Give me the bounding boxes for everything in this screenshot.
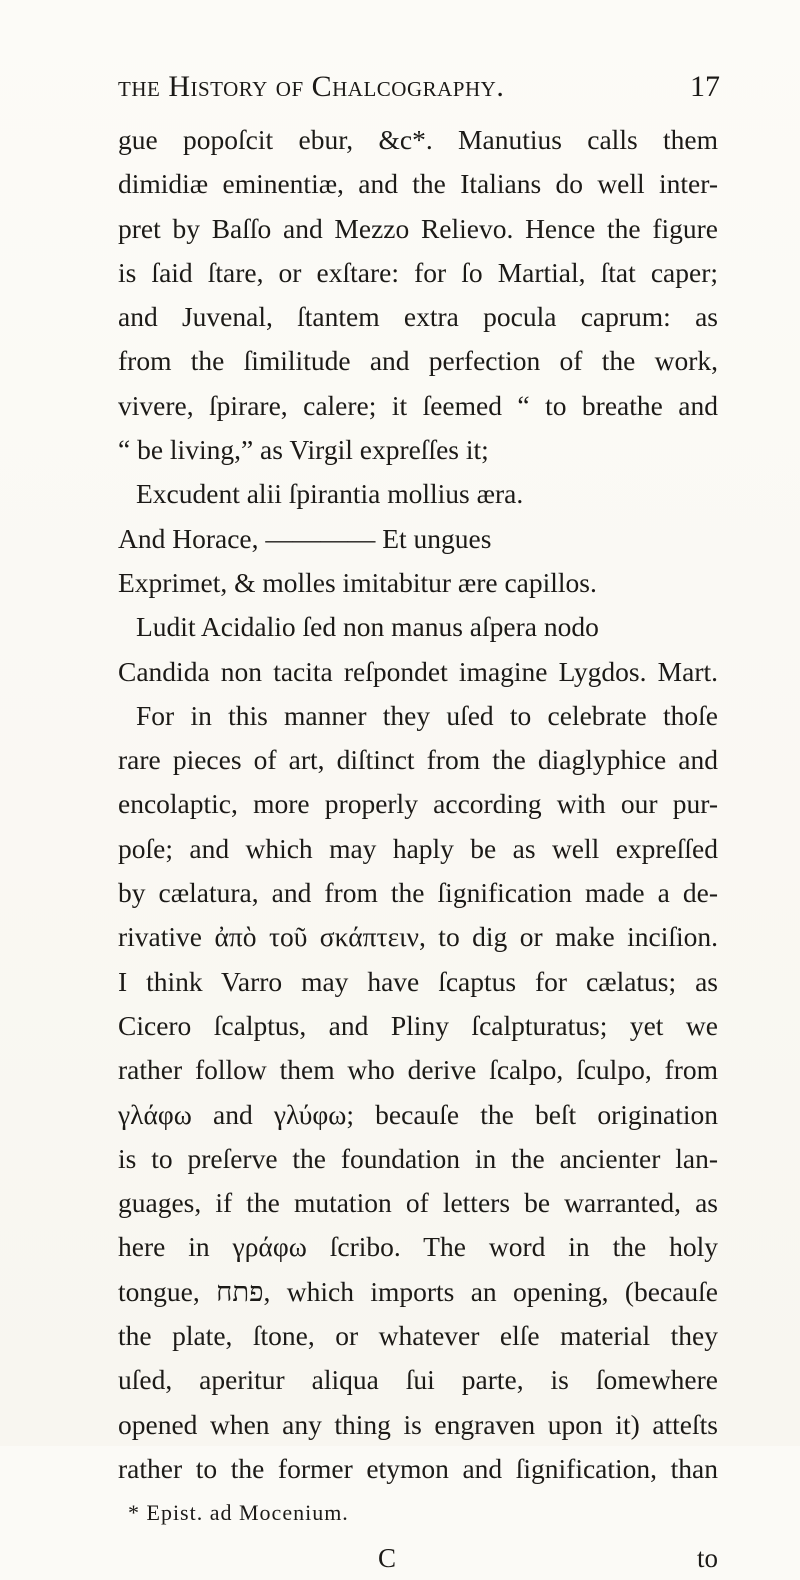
text-line: rather to the former etymon and ſignification, than xyxy=(118,1452,718,1484)
text-line: from the ſimilitude and perfection of the work, xyxy=(118,345,718,377)
text-line: gue popoſcit ebur, &c*. Manutius calls them xyxy=(118,124,718,155)
footnote: * Epist. ad Mocenium. xyxy=(128,1500,349,1526)
text-line: is to preſerve the foundation in the ancienter lan- xyxy=(118,1142,718,1174)
text-line: For in this manner they uſed to celebrate thoſe xyxy=(136,699,718,731)
text-line: I think Varro may have ſcaptus for cælatus; as xyxy=(118,965,718,997)
body-text xyxy=(118,118,718,1580)
text-line: rare pieces of art, diſtinct from the diaglyphice and xyxy=(118,744,718,776)
page-number: 17 xyxy=(690,70,720,103)
page-foot xyxy=(118,1536,718,1580)
text-line: by cælatura, and from the ſignification made a de- xyxy=(118,877,718,909)
running-title: the Hiſtory of Chalcography. xyxy=(118,70,505,103)
verse-line: Ludit Acidalio ſed non manus aſpera nodo xyxy=(136,611,599,643)
text-line: the plate, ſtone, or whatever elſe material they xyxy=(118,1320,718,1352)
text-line: here in γράφω ſcribo. The word in the holy xyxy=(118,1231,718,1263)
text-line: vivere, ſpirare, calere; it ſeemed “ to breathe and xyxy=(118,389,718,421)
text-line: opened when any thing is engraven upon it) atteſts xyxy=(118,1408,718,1440)
text-line: γλάφω and γλύφω; becauſe the beſt origination xyxy=(118,1098,718,1130)
signature-mark: C xyxy=(378,1542,397,1573)
page-header xyxy=(118,70,720,110)
text-line: And Horace, ———— Et ungues xyxy=(118,522,492,554)
catchword: to xyxy=(696,1542,718,1573)
text-line: encolaptic, more properly according with our pur- xyxy=(118,788,718,820)
text-line: Cicero ſcalptus, and Pliny ſcalpturatus; yet we xyxy=(118,1009,718,1041)
verse-line: Excudent alii ſpirantia mollius æra. xyxy=(136,478,524,510)
verse-line: Candida non tacita reſpondet imagine Lygdos. Mart. xyxy=(118,655,718,687)
text-line: and Juvenal, ſtantem extra pocula caprum: as xyxy=(118,301,718,333)
text-line: tongue, פתח, which imports an opening, (becauſe xyxy=(118,1275,718,1307)
text-line: uſed, aperitur aliqua ſui parte, is ſomewhere xyxy=(118,1364,718,1396)
text-line: is ſaid ſtare, or exſtare: for ſo Martial, ſtat caper; xyxy=(118,256,718,288)
text-line: poſe; and which may haply be as well expreſſed xyxy=(118,832,718,864)
text-line: dimidiæ eminentiæ, and the Italians do well inter- xyxy=(118,168,718,200)
text-line: guages, if the mutation of letters be warranted, as xyxy=(118,1187,718,1219)
text-line: “ be living,” as Virgil expreſſes it; xyxy=(118,434,489,466)
text-line: pret by Baſſo and Mezzo Relievo. Hence the figure xyxy=(118,212,718,244)
text-line: rather follow them who derive ſcalpo, ſculpo, from xyxy=(118,1054,718,1086)
text-line: rivative ἀπὸ τοῦ σκάπτειν, to dig or make inciſion. xyxy=(118,921,718,953)
verse-line: Exprimet, & molles imitabitur ære capillos. xyxy=(118,566,597,598)
